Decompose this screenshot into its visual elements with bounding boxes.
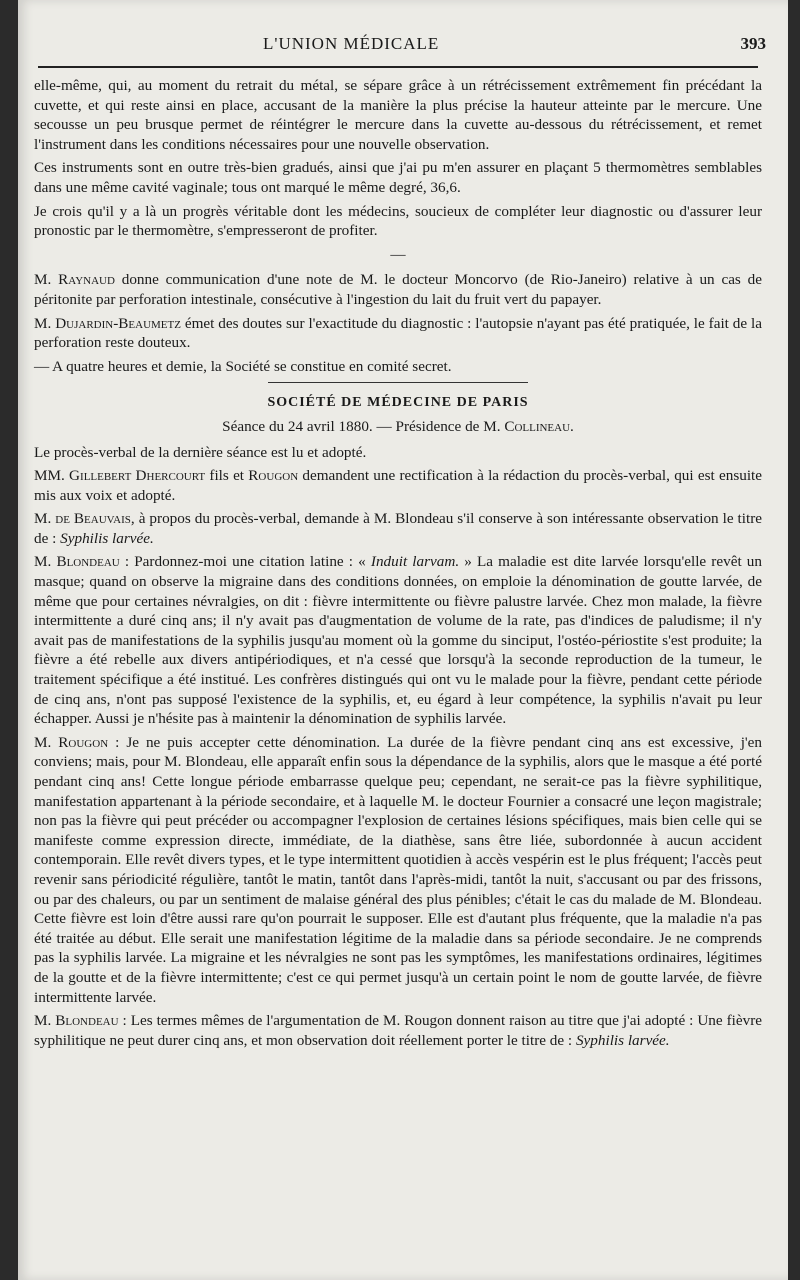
speaker-name: MM. Gillebert Dhercourt [34, 467, 206, 485]
section-rule [268, 382, 528, 383]
separator-dash: — [390, 245, 406, 263]
speaker-name: M. de Beauvais, [34, 510, 135, 528]
paragraph-text: fils et [205, 467, 249, 485]
paragraph-thermometer-3: Je crois qu'il y a là un progrès véritable dont les médecins, soucieux de compléter leur diagnostic ou d'assurer leur pronostic par le thermomètre, s'empresseront de profiter. [34, 202, 762, 240]
speaker-name: M. Dujardin-Beaumetz [34, 314, 181, 332]
running-title: L'UNION MÉDICALE [263, 34, 440, 53]
paragraph-text: émet des doutes sur l'exactitude du diagnostic : l'autopsie n'ayant pas été pratiquée, le fait de la perforation reste douteux. [34, 314, 762, 352]
italic-title: Syphilis larvée. [60, 529, 154, 547]
paragraph-text: : Pardonnez-moi une citation latine : « [119, 553, 371, 571]
speaker-name: Rougon [248, 467, 299, 485]
section-title: SOCIÉTÉ DE MÉDECINE DE PARIS [267, 395, 529, 411]
paragraph-gillebert [34, 466, 762, 505]
session-text: Séance du 24 avril 1880. — Présidence de M. [222, 417, 505, 435]
paragraph-thermometer-2: Ces instruments sont en outre très-bien gradués, ainsi que j'ai pu m'en assurer en plaçant 5 thermomètres semblables dans une même cavité vaginale; tous ont marqué le même degré, 36,6. [34, 159, 762, 196]
paragraph-text: » La maladie est dite larvée lorsqu'elle revêt un masque; quand on observe la migraine dans des conditions données, on emploie la dénomination de goutte larvée, de même que pour certaines névralgies, on dit : fièvre intermittente ou fièvre palustre larvée. Chez mon malade, la fièvre intermittente a duré cinq ans; il n'y avait pas d'augmentation de volume de la rate, pas d'indices de paludisme; il n'y avait pas de manifestations de la syphilis jusqu'au moment où la gomme du sinciput, l'ostéo-périostite s'est produite; la fièvre a été rebelle aux divers antipériodiques, et n'a cessé que lorsqu'à la seconde reproduction de la tumeur, le traitement spécifique a été institué. Les confrères distingués qui ont vu le malade pour la fièvre, pendant cette période de cinq ans, n'ont pas supposé l'existence de la syphilis, et, eu égard à leur compétence, la syphilis n'avait pu leur échapper. Aussi je n'hésite pas à maintenir la dénomination de syphilis larvée. [34, 553, 762, 728]
paragraph-raynaud [34, 270, 762, 309]
paragraph-dujardin [34, 314, 762, 353]
paragraph-proces-verbal: Le procès-verbal de la dernière séance est lu et adopté. [34, 443, 367, 461]
header-rule [38, 66, 758, 68]
paragraph-beauvais [34, 509, 762, 548]
paragraph-rougon [34, 733, 762, 1007]
paragraph-thermometer-1: elle-même, qui, au moment du retrait du métal, se sépare grâce à un rétrécissement extrêmement fin précédant la cuvette, et qui reste ainsi en place, accusant de la manière la plus précise la hauteur atteinte par le mercure. Une secousse un peu brusque permet de réintégrer le mercure dans la cuvette au-dessous du rétrécissement, et remet l'instrument dans les conditions nécessaires pour une nouvelle observation. [34, 77, 762, 153]
page-header [18, 34, 788, 60]
document-page [18, 0, 788, 1280]
paragraph-blondeau-1 [34, 552, 762, 728]
speaker-name: M. Rougon [34, 733, 109, 751]
session-line [34, 417, 762, 437]
page-number: 393 [740, 34, 766, 53]
paragraph-closing: — A quatre heures et demie, la Société se constitue en comité secret. [34, 357, 452, 375]
italic-title: Syphilis larvée. [575, 1031, 670, 1049]
paragraph-text: : Je ne puis accepter cette dénomination. La durée de la fièvre pendant cinq ans est excessive, j'en conviens; mais, pour M. Blondeau, elle apparaît enfin sous la dépendance de la syphilis, alors que le masque a été porté pendant cinq ans! Cette longue période embarrasse quelque peu; cependant, ne serait-ce pas la fièvre syphilitique, manifestation appartenant à la période secondaire, et à laquelle M. le docteur Fournier a consacré une leçon magistrale; non pas la fièvre qui peut précéder ou accompagner l'explosion de certaines lésions spécifiques, mais bien celle qui se manifeste comme expression directe, immédiate, de la diathèse, sans être liée, subordonnée à aucun accident contemporain. Elle revêt divers types, et le type intermittent quotidien à accès vespérin est le plus fréquent; l'accès peut revenir sans périodicité régulière, tantôt le matin, tantôt dans l'après-midi, tantôt la nuit, s'accusant ou par des frissons, ou par des chaleurs, ou par un sentiment de malaise général des plus pénibles; c'était le cas du malade de M. Blondeau. Cette fièvre est loin d'être aussi rare qu'on pourrait le supposer. Elle est d'autant plus fréquente, que la maladie n'a pas été traitée au début. Elle serait une manifestation légitime de la maladie dans sa période secondaire. Je ne comprends pas la syphilis larvée. La migraine et les névralgies ne sont pas les symptômes, les manifestations ordinaires, légitimes de la goutte et de la fièvre intermittente; c'est ce qui permet jusqu'à un certain point le nom de goutte larvée, de fièvre intermittente larvée. [34, 733, 762, 1006]
speaker-name: M. Raynaud [34, 271, 115, 289]
paragraph-text: donne communication d'une note de M. le docteur Moncorvo (de Rio-Janeiro) relative à un cas de péritonite par perforation intestinale, consécutive à l'ingestion du lait du fruit vert du papayer. [34, 271, 763, 308]
paragraph-text: demandent une rectification à la rédaction du procès-verbal, qui est ensuite mis aux voix et adopté. [34, 467, 762, 504]
president-name: Collineau. [504, 417, 574, 435]
paragraph-text: : Les termes mêmes de l'argumentation de M. Rougon donnent raison au titre que j'ai adopté : Une fièvre syphilitique ne peut durer cinq ans, et mon observation doit réellement porter le titre de : [34, 1012, 763, 1049]
article-body [34, 76, 762, 1054]
speaker-name: M. Blondeau [34, 1012, 119, 1030]
paragraph-blondeau-2 [34, 1011, 762, 1050]
italic-quote: Induit larvam. [370, 553, 460, 571]
speaker-name: M. Blondeau [34, 553, 120, 571]
paragraph-text: à propos du procès-verbal, demande à M. Blondeau s'il conserve à son intéressante observation le titre de : [34, 510, 763, 547]
